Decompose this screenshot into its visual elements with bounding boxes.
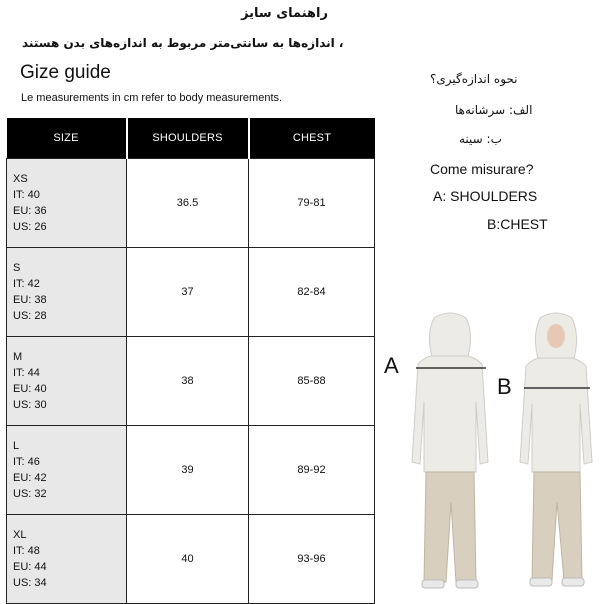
chest-cell: 93-96 — [249, 515, 375, 604]
right-shoe — [456, 580, 478, 588]
hoodie-body — [520, 358, 592, 472]
page-title: Gize guide — [20, 62, 111, 83]
size-size-label: XL — [13, 529, 27, 541]
size-us-label: US: 26 — [13, 221, 47, 233]
size-it-label: IT: 46 — [13, 456, 40, 468]
shoulders-cell: 39 — [127, 426, 249, 515]
size-it-label: IT: 44 — [13, 367, 40, 379]
left-shoe — [530, 578, 552, 586]
size-it-label: IT: 40 — [13, 189, 40, 201]
header-chest: CHEST — [249, 118, 375, 159]
size-us-label: US: 28 — [13, 310, 47, 322]
size-size-label: XS — [13, 173, 28, 185]
size-us-label: US: 32 — [13, 488, 47, 500]
figure-label-b: B — [497, 374, 512, 399]
face — [547, 324, 565, 348]
table-header-row — [7, 118, 375, 159]
persian-note: ، اندازه‌ها به سانتی‌متر مربوط به اندازه‌های بدن هستند — [22, 36, 344, 50]
size-us-label: US: 34 — [13, 577, 47, 589]
header-shoulders: SHOULDERS — [127, 118, 249, 159]
size-cell — [7, 426, 127, 515]
size-size-label: M — [13, 351, 23, 363]
size-cell — [7, 159, 127, 248]
size-eu-label: EU: 44 — [13, 561, 47, 573]
shoulders-cell: 40 — [127, 515, 249, 604]
size-eu-label: EU: 40 — [13, 383, 47, 395]
persian-title: راهنمای سایز — [241, 6, 328, 21]
table-row — [7, 159, 375, 248]
model-back-figure — [404, 312, 496, 592]
size-cell — [7, 515, 127, 604]
page-subtitle: Le measurements in cm refer to body measurements. — [21, 92, 283, 104]
howto-b: B:CHEST — [487, 216, 548, 232]
right-shoe — [562, 578, 584, 586]
size-table — [6, 118, 375, 604]
howto-question-it: Come misurare? — [430, 161, 534, 177]
hoodie-body — [412, 356, 488, 472]
shoulders-cell: 37 — [127, 248, 249, 337]
chest-cell: 79-81 — [249, 159, 375, 248]
size-eu-label: EU: 38 — [13, 294, 47, 306]
howto-a: A: SHOULDERS — [433, 188, 538, 204]
size-it-label: IT: 42 — [13, 278, 40, 290]
size-size-label: S — [13, 262, 21, 274]
pants — [532, 472, 582, 580]
howto-b-fa: ب: سینه — [459, 132, 502, 146]
size-eu-label: EU: 42 — [13, 472, 47, 484]
size-cell — [7, 337, 127, 426]
size-us-label: US: 30 — [13, 399, 47, 411]
shoulders-cell: 36.5 — [127, 159, 249, 248]
chest-cell: 85-88 — [249, 337, 375, 426]
header-size: SIZE — [7, 118, 127, 159]
hoodie-hood — [429, 313, 470, 356]
howto-question-fa: نحوه اندازه‌گیری؟ — [430, 72, 518, 86]
model-front-figure — [514, 312, 600, 592]
table-row — [7, 337, 375, 426]
pants — [424, 472, 476, 582]
table-row — [7, 426, 375, 515]
howto-a-fa: الف: سرشانه‌ها — [455, 103, 533, 117]
chest-cell: 82-84 — [249, 248, 375, 337]
size-eu-label: EU: 36 — [13, 205, 47, 217]
chest-cell: 89-92 — [249, 426, 375, 515]
size-cell — [7, 248, 127, 337]
left-shoe — [422, 580, 444, 588]
shoulders-cell: 38 — [127, 337, 249, 426]
table-row — [7, 515, 375, 604]
table-row — [7, 248, 375, 337]
size-size-label: L — [13, 440, 20, 452]
figure-label-a: A — [384, 353, 399, 378]
size-it-label: IT: 48 — [13, 545, 40, 557]
